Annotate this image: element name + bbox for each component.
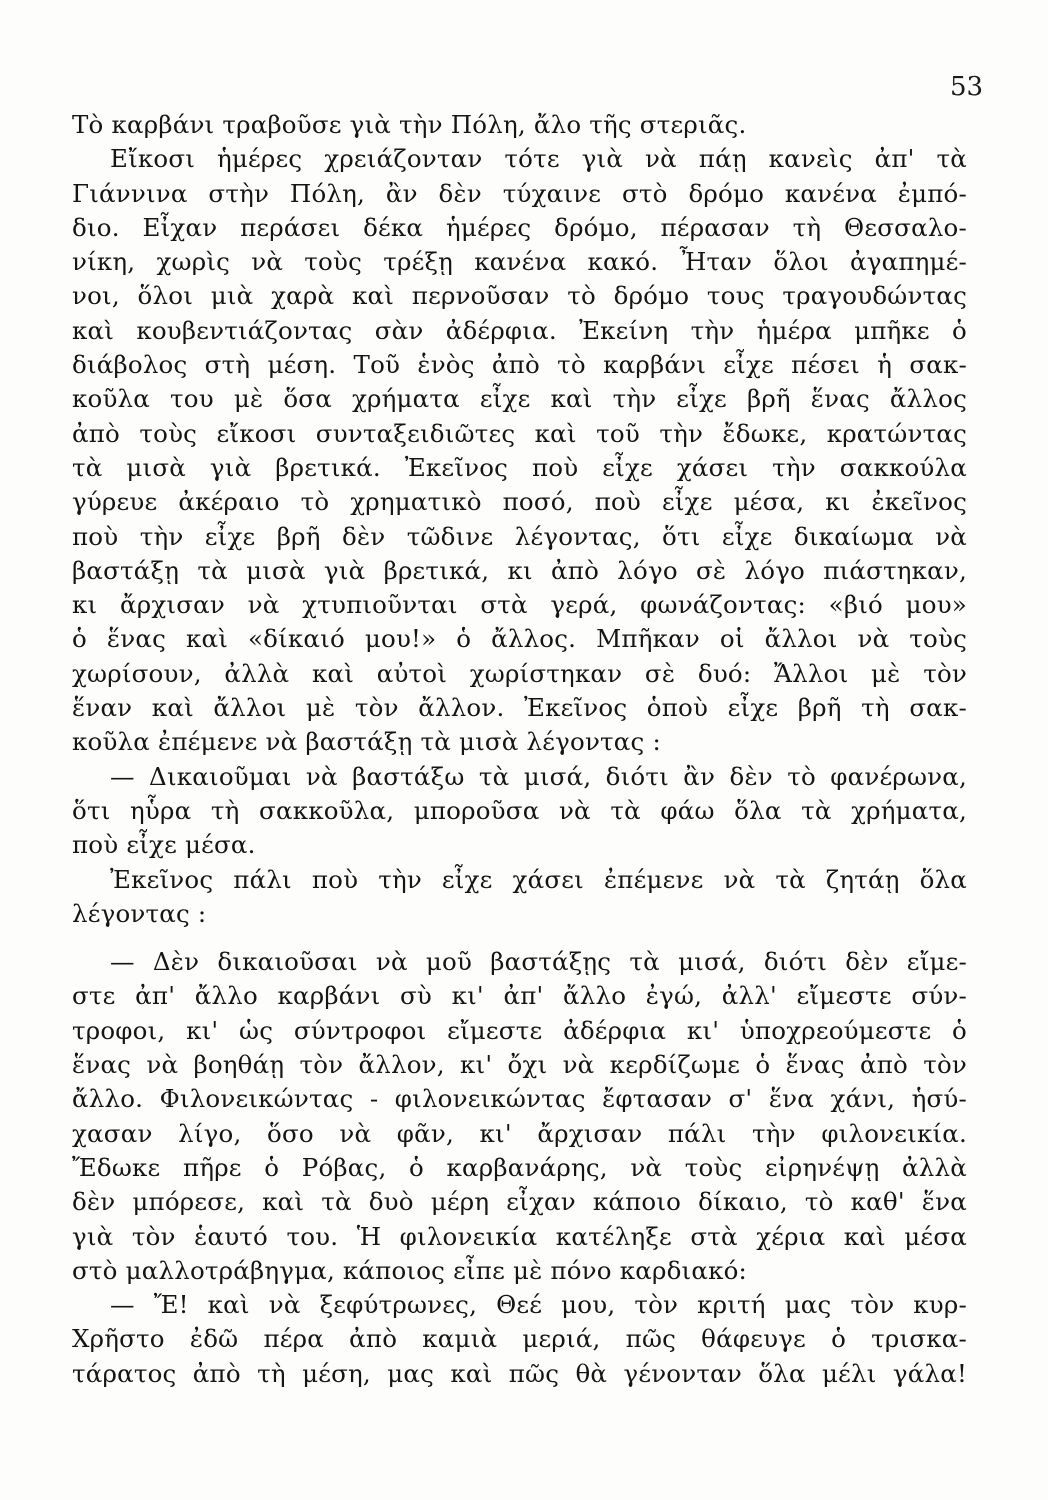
text-line: ὅτι ηὗρα τὴ σακκοῦλα, μποροῦσα νὰ τὰ φάω ὅλα τὰ χρήματα, [72, 795, 967, 825]
text-line: Ἐκεῖνος πάλι ποὺ τὴν εἶχε χάσει ἐπέμενε νὰ τὰ ζητάῃ ὅλα [110, 864, 967, 894]
text-line: ποὺ εἶχε μέσα. [72, 830, 256, 860]
text-line: ἕναν καὶ ἄλλοι μὲ τὸν ἄλλον. Ἐκεῖνος ὁποὺ εἶχε βρῆ τὴ σακ- [72, 693, 967, 723]
text-line: Εἴκοσι ἡμέρες χρειάζονταν τότε γιὰ νὰ πάῃ κανεὶς ἀπ' τὰ [110, 144, 967, 174]
text-line: — Δικαιοῦμαι νὰ βαστάξω τὰ μισά, διότι ἂν δὲν τὸ φανέρωνα, [110, 761, 967, 791]
text-line: Ἔδωκε πῆρε ὁ Ρόβας, ὁ καρβανάρης, νὰ τοὺς εἰρηνέψῃ ἀλλὰ [72, 1152, 967, 1182]
text-line: κοῦλα του μὲ ὅσα χρήματα εἶχε καὶ τὴν εἶχε βρῆ ἕνας ἄλλος [72, 384, 967, 414]
text-line: κι ἄρχισαν νὰ χτυπιοῦνται στὰ γερά, φωνάζοντας: «βιό μου» [72, 590, 967, 620]
text-line: τὰ μισὰ γιὰ βρετικά. Ἐκεῖνος ποὺ εἶχε χάσει τὴν σακκούλα [72, 452, 967, 482]
text-line: λέγοντας : [72, 898, 207, 928]
page-number: 53 [950, 72, 984, 102]
text-line: δὲν μπόρεσε, καὶ τὰ δυὸ μέρη εἶχαν κάποιο δίκαιο, τὸ καθ' ἕνα [72, 1187, 967, 1217]
body-text [72, 108, 967, 1391]
text-line: — Ἔ! καὶ νὰ ξεφύτρωνες, Θεέ μου, τὸν κριτή μας τὸν κυρ- [110, 1290, 967, 1320]
text-line: γιὰ τὸν ἑαυτό του. Ἡ φιλονεικία κατέληξε στὰ χέρια καὶ μέσα [72, 1221, 967, 1251]
text-line: Χρῆστο ἐδῶ πέρα ἀπὸ καμιὰ μεριά, πῶς θάφευγε ὁ τρισκα- [72, 1324, 967, 1354]
text-line: γύρευε ἀκέραιο τὸ χρηματικὸ ποσό, ποὺ εἶχε μέσα, κι ἐκεῖνος [72, 487, 967, 517]
text-line: στε ἀπ' ἄλλο καρβάνι σὺ κι' ἀπ' ἄλλο ἐγώ, ἀλλ' εἴμεστε σύν- [72, 981, 967, 1011]
text-line: διο. Εἶχαν περάσει δέκα ἡμέρες δρόμο, πέρασαν τὴ Θεσσαλο- [72, 212, 967, 242]
text-line: νίκη, χωρὶς νὰ τοὺς τρέξῃ κανένα κακό. Ἦταν ὅλοι ἀγαπημέ- [72, 247, 967, 277]
text-line: ἕνας νὰ βοηθάῃ τὸν ἄλλον, κι' ὄχι νὰ κερδίζωμε ὁ ἕνας ἀπὸ τὸν [72, 1050, 967, 1080]
text-line: κοῦλα ἐπέμενε νὰ βαστάξῃ τὰ μισὰ λέγοντας : [72, 727, 661, 757]
text-line: βαστάξῃ τὰ μισὰ γιὰ βρετικά, κι ἀπὸ λόγο σὲ λόγο πιάστηκαν, [72, 555, 967, 585]
text-line: νοι, ὅλοι μιὰ χαρὰ καὶ περνοῦσαν τὸ δρόμο τους τραγουδώντας [72, 281, 967, 311]
text-line: ἀπὸ τοὺς εἴκοσι συνταξειδιῶτες καὶ τοῦ τὴν ἔδωκε, κρατώντας [72, 418, 967, 448]
paragraph-gap [72, 931, 967, 945]
text-line: χασαν λίγο, ὅσο νὰ φᾶν, κι' ἄρχισαν πάλι τὴν φιλονεικία. [72, 1118, 967, 1148]
text-line: στὸ μαλλοτράβηγμα, κάποιος εἶπε μὲ πόνο καρδιακό: [72, 1255, 747, 1285]
text-line: τάρατος ἀπὸ τὴ μέση, μας καὶ πῶς θὰ γένονταν ὅλα μέλι γάλα! [72, 1358, 967, 1388]
text-line: ἄλλο. Φιλονεικώντας - φιλονεικώντας ἔφτασαν σ' ἕνα χάνι, ἡσύ- [72, 1084, 967, 1114]
text-line: χωρίσουν, ἀλλὰ καὶ αὐτοὶ χωρίστηκαν σὲ δυό: Ἄλλοι μὲ τὸν [72, 658, 967, 688]
text-line: Γιάννινα στὴν Πόλη, ἂν δὲν τύχαινε στὸ δρόμο κανένα ἐμπό- [72, 178, 967, 208]
text-line: ποὺ τὴν εἶχε βρῆ δὲν τῶδινε λέγοντας, ὅτι εἶχε δικαίωμα νὰ [72, 521, 967, 551]
text-line: Τὸ καρβάνι τραβοῦσε γιὰ τὴν Πόλη, ἄλο τῆς στεριᾶς. [72, 110, 747, 139]
text-line: διάβολος στὴ μέση. Τοῦ ἑνὸς ἀπὸ τὸ καρβάνι εἶχε πέσει ἡ σακ- [72, 350, 967, 380]
text-line: τροφοι, κι' ὡς σύντροφοι εἴμεστε ἀδέρφια κι' ὑποχρεούμεστε ὁ [72, 1015, 967, 1045]
text-line: ὁ ἕνας καὶ «δίκαιό μου!» ὁ ἄλλος. Μπῆκαν οἱ ἄλλοι νὰ τοὺς [72, 624, 967, 654]
text-line: καὶ κουβεντιάζοντας σὰν ἀδέρφια. Ἐκείνη τὴν ἡμέρα μπῆκε ὁ [72, 315, 967, 345]
text-line: — Δὲν δικαιοῦσαι νὰ μοῦ βαστάξῃς τὰ μισά, διότι δὲν εἴμε- [110, 947, 967, 977]
